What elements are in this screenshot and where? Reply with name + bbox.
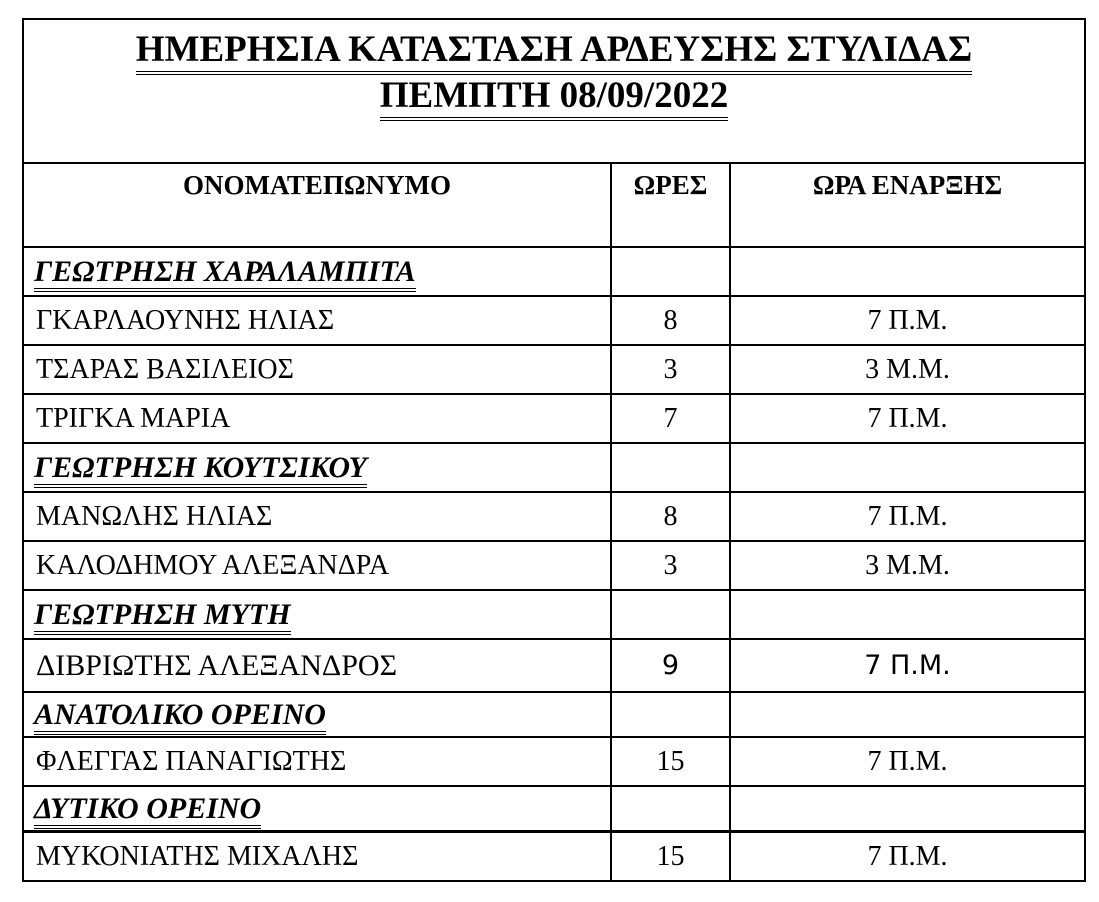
hours-cell: 15: [611, 832, 730, 882]
section-row: [23, 443, 1085, 492]
table-row: [23, 394, 1085, 443]
column-header-start-time: ΩΡΑ ΕΝΑΡΞΗΣ: [730, 163, 1085, 247]
name-cell: ΜΑΝΩΛΗΣ ΗΛΙΑΣ: [23, 492, 611, 541]
start-time-cell: [730, 443, 1085, 492]
table-row: [23, 737, 1085, 786]
table-row: [23, 639, 1085, 692]
table-row: [23, 492, 1085, 541]
section-row: [23, 247, 1085, 296]
column-header-name: ΟΝΟΜΑΤΕΠΩΝΥΜΟ: [23, 163, 611, 247]
start-time-cell: 7 Π.Μ.: [730, 737, 1085, 786]
table-row: [23, 541, 1085, 590]
hours-cell: 7: [611, 394, 730, 443]
start-time-cell: 3 Μ.Μ.: [730, 541, 1085, 590]
start-time-cell: 7 Π.Μ.: [730, 492, 1085, 541]
hours-cell: 3: [611, 541, 730, 590]
hours-cell: 9: [611, 639, 730, 692]
start-time-cell: 7 Π.Μ.: [730, 639, 1085, 692]
section-title: ΓΕΩΤΡΗΣΗ ΧΑΡΑΛΑΜΠΙΤΑ: [23, 247, 611, 296]
name-cell: ΤΡΙΓΚΑ ΜΑΡΙΑ: [23, 394, 611, 443]
start-time-cell: [730, 590, 1085, 639]
name-cell: ΤΣΑΡΑΣ ΒΑΣΙΛΕΙΟΣ: [23, 345, 611, 394]
hours-cell: [611, 692, 730, 737]
hours-cell: 3: [611, 345, 730, 394]
hours-cell: 15: [611, 737, 730, 786]
section-row: [23, 590, 1085, 639]
section-row: [23, 692, 1085, 737]
hours-cell: [611, 590, 730, 639]
name-cell: ΔΙΒΡΙΩΤΗΣ ΑΛΕΞΑΝΔΡΟΣ: [23, 639, 611, 692]
section-title: ΑΝΑΤΟΛΙΚΟ ΟΡΕΙΝΟ: [23, 692, 611, 737]
section-row: [23, 786, 1085, 832]
hours-cell: 8: [611, 296, 730, 345]
table-header-row: [23, 163, 1085, 247]
start-time-cell: 7 Π.Μ.: [730, 394, 1085, 443]
name-cell: ΓΚΑΡΛΑΟΥΝΗΣ ΗΛΙΑΣ: [23, 296, 611, 345]
hours-cell: [611, 247, 730, 296]
section-title: ΔΥΤΙΚΟ ΟΡΕΙΝΟ: [23, 786, 611, 832]
name-cell: ΜΥΚΟΝΙΑΤΗΣ ΜΙΧΑΛΗΣ: [23, 832, 611, 882]
table-row: [23, 832, 1085, 882]
table-row: [23, 345, 1085, 394]
table-row: [23, 296, 1085, 345]
hours-cell: 8: [611, 492, 730, 541]
start-time-cell: [730, 247, 1085, 296]
document-title: ΗΜΕΡΗΣΙΑ ΚΑΤΑΣΤΑΣΗ ΑΡΔΕΥΣΗΣ ΣΤΥΛΙΔΑΣ: [24, 30, 1084, 70]
column-header-hours: ΩΡΕΣ: [611, 163, 730, 247]
title-block: [22, 18, 1086, 164]
section-title: ΓΕΩΤΡΗΣΗ ΜΥΤΗ: [23, 590, 611, 639]
document-date: ΠΕΜΠΤΗ 08/09/2022: [24, 76, 1084, 116]
section-title: ΓΕΩΤΡΗΣΗ ΚΟΥΤΣΙΚΟΥ: [23, 443, 611, 492]
start-time-cell: 7 Π.Μ.: [730, 832, 1085, 882]
start-time-cell: 3 Μ.Μ.: [730, 345, 1085, 394]
name-cell: ΚΑΛΟΔΗΜΟΥ ΑΛΕΞΑΝΔΡΑ: [23, 541, 611, 590]
name-cell: ΦΛΕΓΓΑΣ ΠΑΝΑΓΙΩΤΗΣ: [23, 737, 611, 786]
irrigation-schedule-document: [22, 18, 1084, 870]
start-time-cell: [730, 786, 1085, 832]
schedule-table: [22, 162, 1086, 882]
hours-cell: [611, 786, 730, 832]
start-time-cell: 7 Π.Μ.: [730, 296, 1085, 345]
start-time-cell: [730, 692, 1085, 737]
hours-cell: [611, 443, 730, 492]
